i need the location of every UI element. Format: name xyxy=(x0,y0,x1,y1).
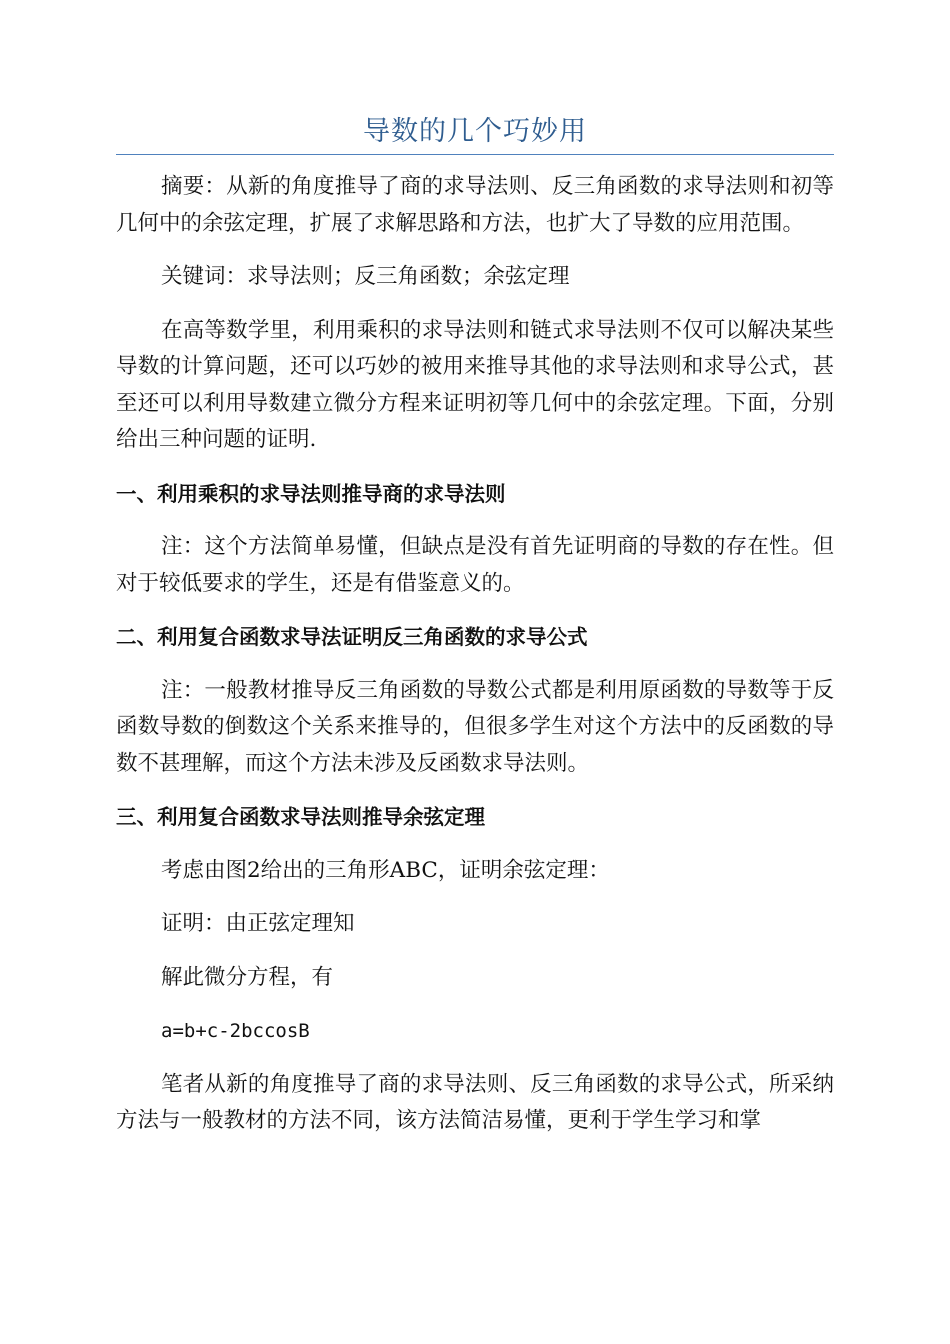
abstract-paragraph: 摘要：从新的角度推导了商的求导法则、反三角函数的求导法则和初等几何中的余弦定理，扩展了求解思路和方法，也扩大了导数的应用范围。 xyxy=(116,174,834,236)
section-heading-1: 一、利用乘积的求导法则推导商的求导法则 xyxy=(116,481,506,506)
intro-paragraph: 在高等数学里，利用乘积的求导法则和链式求导法则不仅可以解决某些导数的计算问题，还可以巧妙的被用来推导其他的求导法则和求导公式，甚至还可以利用导数建立微分方程来证明初等几何中的余弦定理。下面，分别给出三种问题的证明. xyxy=(116,317,834,452)
cosine-law-formula: a=b+c-2bccosB xyxy=(161,1020,310,1042)
section-3-line-3: 解此微分方程，有 xyxy=(161,964,334,990)
section-3-line-1: 考虑由图2给出的三角形ABC，证明余弦定理： xyxy=(161,857,610,883)
keywords-paragraph: 关键词：求导法则；反三角函数；余弦定理 xyxy=(161,264,570,289)
section-3-line-2: 证明：由正弦定理知 xyxy=(161,911,355,936)
section-2-note: 注：一般教材推导反三角函数的导数公式都是利用原函数的导数等于反函数导数的倒数这个关系来推导的，但很多学生对这个方法中的反函数的导数不甚理解，而这个方法未涉及反函数求导法则。 xyxy=(116,677,834,776)
document-title: 导数的几个巧妙用 xyxy=(363,116,587,147)
section-1-note: 注：这个方法简单易懂，但缺点是没有首先证明商的导数的存在性。但对于较低要求的学生，还是有借鉴意义的。 xyxy=(116,534,834,596)
document-page xyxy=(116,110,834,1140)
conclusion-paragraph: 笔者从新的角度推导了商的求导法则、反三角函数的求导公式，所采纳方法与一般教材的方法不同，该方法简洁易懂，更利于学生学习和掌 xyxy=(116,1071,834,1133)
title-underline xyxy=(116,154,834,155)
section-heading-2: 二、利用复合函数求导法证明反三角函数的求导公式 xyxy=(116,625,588,649)
section-heading-3: 三、利用复合函数求导法则推导余弦定理 xyxy=(116,805,485,829)
